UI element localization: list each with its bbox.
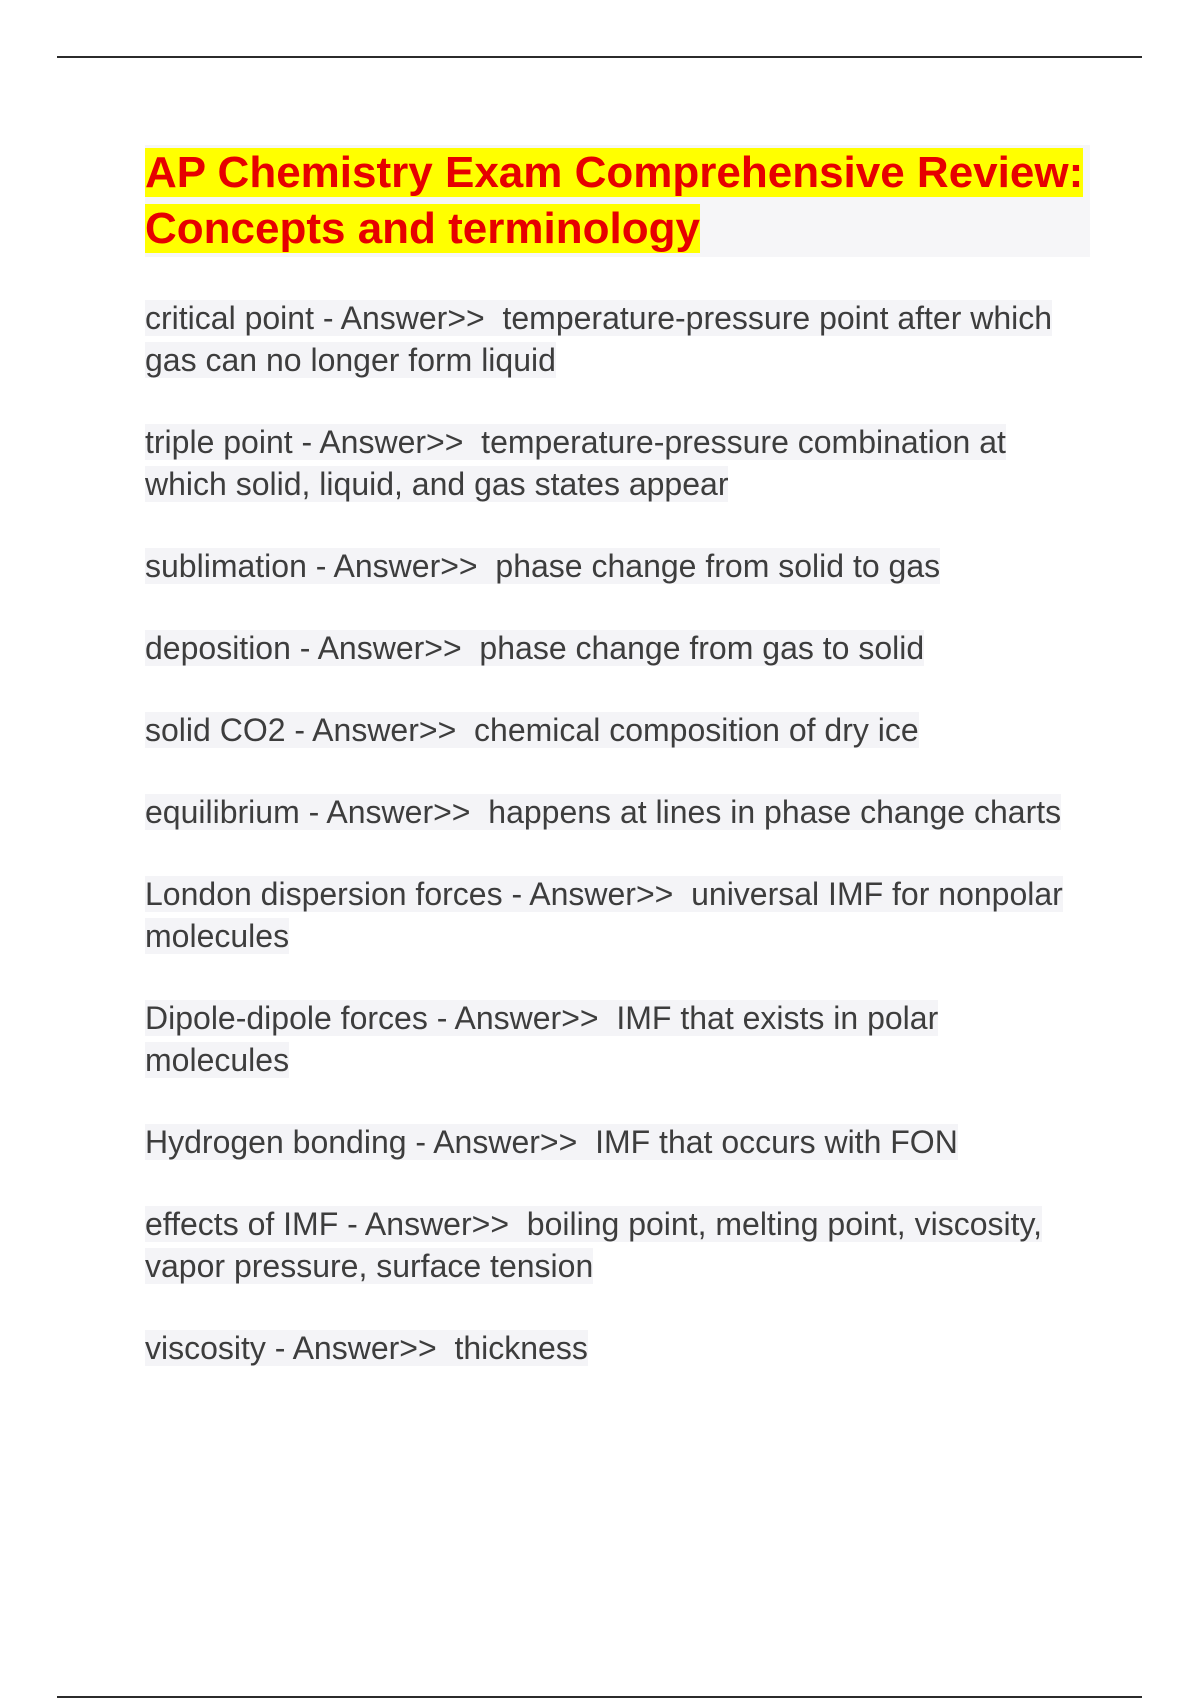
qa-separator: - Answer>> [285,712,475,748]
qa-separator: - Answer>> [290,630,480,666]
qa-answer: phase change from gas to solid [479,630,925,666]
document-body [145,145,1090,1409]
qa-answer: chemical composition of dry ice [474,712,919,748]
qa-term: Hydrogen bonding [145,1124,407,1160]
qa-answer: temperature-pressure combination at which solid, liquid, and gas states appear [145,424,1006,502]
qa-term: viscosity [145,1330,266,1366]
document-title-text: AP Chemistry Exam Comprehensive Review: Concepts and terminology [145,148,1084,253]
qa-term: triple point [145,424,293,460]
qa-term: sublimation [145,548,307,584]
qa-answer: thickness [454,1330,588,1366]
qa-separator: - Answer>> [427,1000,617,1036]
qa-separator: - Answer>> [299,794,489,830]
qa-answer: boiling point, melting point, viscosity, vapor pressure, surface tension [145,1206,1042,1284]
qa-separator: - Answer>> [265,1330,455,1366]
qa-separator: - Answer>> [406,1124,596,1160]
qa-item [145,297,1090,381]
qa-separator: - Answer>> [292,424,482,460]
qa-term: Dipole-dipole forces [145,1000,428,1036]
qa-term: solid CO2 [145,712,286,748]
qa-item [145,997,1090,1081]
qa-term: critical point [145,300,314,336]
qa-item [145,545,1090,587]
qa-item [145,421,1090,505]
qa-term: equilibrium [145,794,300,830]
qa-separator: - Answer>> [313,300,503,336]
qa-term: effects of IMF [145,1206,339,1242]
title-block [145,145,1090,257]
qa-item [145,1121,1090,1163]
qa-term: London dispersion forces [145,876,503,912]
qa-answer: happens at lines in phase change charts [488,794,1062,830]
qa-list [145,297,1090,1369]
qa-item [145,627,1090,669]
qa-item [145,791,1090,833]
qa-separator: - Answer>> [306,548,496,584]
qa-answer: temperature-pressure point after which gas can no longer form liquid [145,300,1053,378]
qa-item [145,1203,1090,1287]
qa-answer: IMF that exists in polar molecules [145,1000,939,1078]
qa-answer: phase change from solid to gas [495,548,941,584]
qa-item [145,1327,1090,1369]
qa-item [145,709,1090,751]
bottom-rule [57,1696,1142,1698]
qa-answer: IMF that occurs with FON [595,1124,958,1160]
qa-answer: universal IMF for nonpolar molecules [145,876,1063,954]
qa-separator: - Answer>> [502,876,692,912]
qa-item [145,873,1090,957]
top-rule [57,56,1142,58]
document-title [145,145,1090,257]
qa-term: deposition [145,630,291,666]
qa-separator: - Answer>> [338,1206,527,1242]
